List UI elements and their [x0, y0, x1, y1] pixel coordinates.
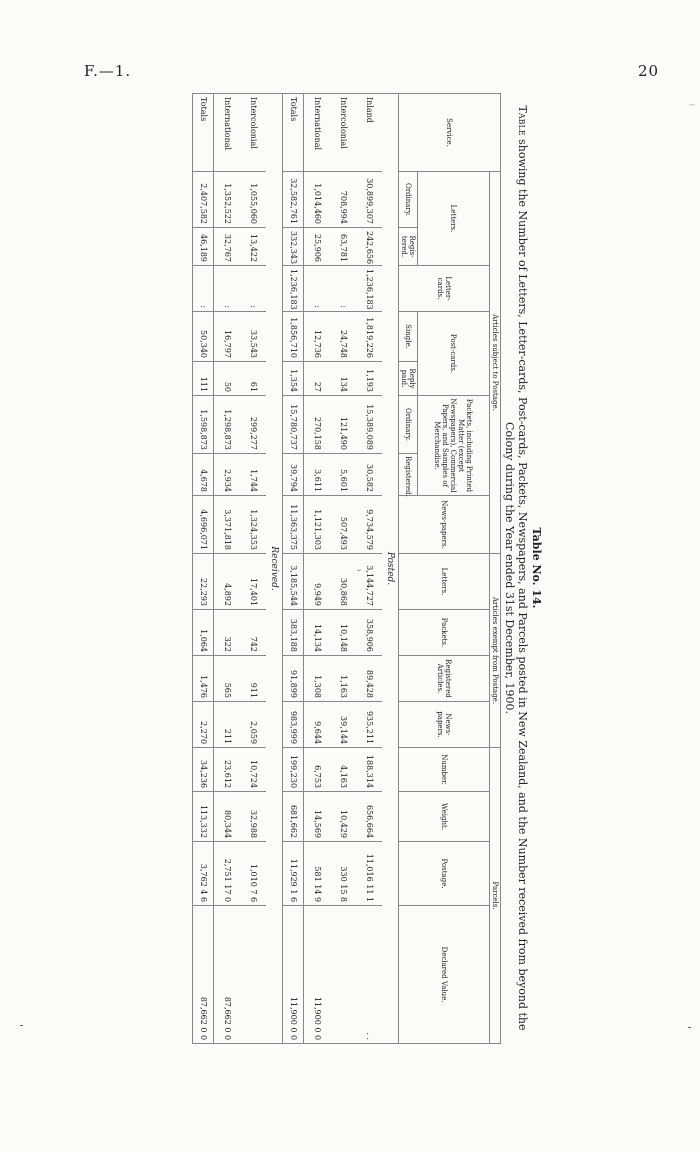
value-cell: 91,899: [283, 656, 304, 702]
edge-tick-left: [20, 1025, 23, 1026]
value-cell: 1,598,873: [193, 396, 214, 454]
value-cell: 507,493: [330, 496, 356, 554]
value-cell: 87,662 0 0: [214, 906, 241, 1044]
value-cell: 89,428: [356, 656, 382, 702]
value-cell: 270,158: [304, 396, 331, 454]
rotated-table-area: [150, 93, 543, 1043]
value-cell: 2,751 17 0: [214, 842, 241, 906]
value-cell: 15,389,089: [356, 396, 382, 454]
value-cell: 1,064: [193, 610, 214, 656]
value-cell: . .: [356, 906, 382, 1044]
value-cell: 14,134: [304, 610, 331, 656]
value-cell: 1,354: [283, 362, 304, 396]
value-cell: 299,277: [240, 396, 266, 454]
value-cell: 1,014,460: [304, 172, 331, 228]
value-cell: [240, 906, 266, 1044]
table-title: Table No. 14.: [530, 527, 543, 609]
value-cell: 3,611: [304, 454, 331, 496]
value-cell: 11,900 0 0: [304, 906, 331, 1044]
value-cell: :: [304, 266, 331, 312]
service-cell: International: [304, 94, 331, 172]
value-cell: 3,185,544: [283, 554, 304, 610]
value-cell: 32,767: [214, 228, 241, 266]
table-body: [193, 94, 399, 1044]
col-postcards-single: Single.: [399, 312, 418, 362]
value-cell: 50,340: [193, 312, 214, 362]
value-cell: 3,144,727: [356, 554, 382, 610]
value-cell: 87,662 0 0: [193, 906, 214, 1044]
table-row: [330, 94, 356, 1044]
value-cell: 13,422: [240, 228, 266, 266]
value-cell: 2,407,582: [193, 172, 214, 228]
value-cell: 23,612: [214, 748, 241, 792]
value-cell: :: [240, 266, 266, 312]
value-cell: 9,949: [304, 554, 331, 610]
value-cell: 32,988: [240, 792, 266, 842]
value-cell: 111: [193, 362, 214, 396]
value-cell: 32,582,761: [283, 172, 304, 228]
value-cell: 681,662: [283, 792, 304, 842]
col-packets: Packets, including Printed Matter (except Newspapers), Commercial Papers, and Samples of Merchandise.: [418, 396, 490, 496]
col-postcards-reply: Reply paid.: [399, 362, 418, 396]
margin-smudge: ~: [687, 100, 696, 111]
value-cell: 61: [240, 362, 266, 396]
value-cell: :: [330, 266, 356, 312]
value-cell: 4,163: [330, 748, 356, 792]
value-cell: 1,352,522: [214, 172, 241, 228]
value-cell: 1,744: [240, 454, 266, 496]
value-cell: 3,762 4 6: [193, 842, 214, 906]
value-cell: 121,490: [330, 396, 356, 454]
value-cell: 199,230: [283, 748, 304, 792]
col-letters: Letters.: [418, 172, 490, 266]
col-exempt-registered: Registered Articles.: [399, 656, 490, 702]
value-cell: 242,656: [356, 228, 382, 266]
value-cell: 10,724: [240, 748, 266, 792]
group-subject-to-postage: Articles subject to Postage.: [490, 172, 501, 554]
value-cell: 188,314: [356, 748, 382, 792]
col-parcels-weight: Weight.: [399, 792, 490, 842]
col-newspapers: News-papers.: [399, 496, 490, 554]
table-sheet: [150, 93, 543, 1043]
value-cell: 565: [214, 656, 241, 702]
col-post-cards: Post-cards.: [418, 312, 490, 396]
value-cell: 30,899,307: [356, 172, 382, 228]
value-cell: 39,794: [283, 454, 304, 496]
value-cell: 11,900 0 0: [283, 906, 304, 1044]
value-cell: 30,868: [330, 554, 356, 610]
value-cell: 134: [330, 362, 356, 396]
value-cell: 15,780,737: [283, 396, 304, 454]
value-cell: 1,236,183: [356, 266, 382, 312]
value-cell: 9,644: [304, 702, 331, 748]
value-cell: 332,343: [283, 228, 304, 266]
value-cell: 5,601: [330, 454, 356, 496]
col-parcels-postage: Postage.: [399, 842, 490, 906]
service-cell: Intercolonial: [330, 94, 356, 172]
value-cell: 12,736: [304, 312, 331, 362]
value-cell: 80,344: [214, 792, 241, 842]
group-parcels: Parcels.: [490, 748, 501, 1044]
col-exempt-letters: Letters.: [399, 554, 490, 610]
value-cell: 1,819,226: [356, 312, 382, 362]
value-cell: 39,144: [330, 702, 356, 748]
value-cell: 22,293: [193, 554, 214, 610]
value-cell: 1,163: [330, 656, 356, 702]
value-cell: :: [214, 266, 241, 312]
value-cell: 983,999: [283, 702, 304, 748]
table-head: [399, 94, 501, 1044]
value-cell: 2,270: [193, 702, 214, 748]
table-caption: [501, 93, 529, 1043]
value-cell: 11,016 11 1: [356, 842, 382, 906]
group-exempt-from-postage: Articles exempt from Postage.: [490, 554, 501, 748]
value-cell: 3,371,818: [214, 496, 241, 554]
page-number: 20: [638, 62, 660, 80]
value-cell: 1,308: [304, 656, 331, 702]
table-row: [304, 94, 331, 1044]
totals-row: [283, 94, 304, 1044]
value-cell: 24,748: [330, 312, 356, 362]
value-cell: 1,193: [356, 362, 382, 396]
value-cell: 2,059: [240, 702, 266, 748]
page-header-left: F.—1.: [84, 62, 132, 80]
value-cell: 581 14 9: [304, 842, 331, 906]
section-label: Posted.: [382, 94, 399, 1044]
service-cell: International: [214, 94, 241, 172]
value-cell: :: [193, 266, 214, 312]
caption-lead: Table: [516, 105, 529, 136]
statistics-table: [192, 93, 501, 1044]
value-cell: 9,734,579: [356, 496, 382, 554]
section-row: [382, 94, 399, 1044]
value-cell: 911: [240, 656, 266, 702]
value-cell: 4,678: [193, 454, 214, 496]
service-cell: Intercolonial: [240, 94, 266, 172]
value-cell: 25,906: [304, 228, 331, 266]
value-cell: 50: [214, 362, 241, 396]
value-cell: 10,148: [330, 610, 356, 656]
value-cell: 16,797: [214, 312, 241, 362]
section-label: Received.: [266, 94, 283, 1044]
value-cell: 4,892: [214, 554, 241, 610]
value-cell: 708,994: [330, 172, 356, 228]
value-cell: 17,401: [240, 554, 266, 610]
value-cell: 1,236,183: [283, 266, 304, 312]
col-parcels-number: Number.: [399, 748, 490, 792]
value-cell: 30,582: [356, 454, 382, 496]
value-cell: 1,121,303: [304, 496, 331, 554]
col-packets-registered: Registered.: [399, 454, 418, 496]
value-cell: 10,429: [330, 792, 356, 842]
value-cell: 6,753: [304, 748, 331, 792]
value-cell: 742: [240, 610, 266, 656]
service-cell: Totals: [193, 94, 214, 172]
service-cell: Totals: [283, 94, 304, 172]
value-cell: 63,781: [330, 228, 356, 266]
value-cell: 211: [214, 702, 241, 748]
value-cell: 1,010 7 6: [240, 842, 266, 906]
service-cell: Inland: [356, 94, 382, 172]
value-cell: 11,363,375: [283, 496, 304, 554]
totals-row: [193, 94, 214, 1044]
value-cell: 46,189: [193, 228, 214, 266]
col-exempt-newspapers: News-papers.: [399, 702, 490, 748]
value-cell: 113,332: [193, 792, 214, 842]
value-cell: 383,188: [283, 610, 304, 656]
value-cell: 14,569: [304, 792, 331, 842]
stray-mark: ˘: [356, 568, 362, 582]
value-cell: 1,856,710: [283, 312, 304, 362]
value-cell: 4,696,071: [193, 496, 214, 554]
value-cell: 935,211: [356, 702, 382, 748]
value-cell: 34,236: [193, 748, 214, 792]
value-cell: 1,055,060: [240, 172, 266, 228]
value-cell: [330, 906, 356, 1044]
value-cell: 1,324,353: [240, 496, 266, 554]
col-letter-cards: Letter-cards.: [399, 266, 490, 312]
value-cell: 656,664: [356, 792, 382, 842]
col-exempt-packets: Packets.: [399, 610, 490, 656]
col-packets-ordinary: Ordinary.: [399, 396, 418, 454]
value-cell: 322: [214, 610, 241, 656]
caption-text: showing the Number of Letters, Letter-cards, Post-cards, Packets, Newspapers, and Parcels posted in New Zealand, and the Number received from beyond the Colony during the Year ended 31st December, 1900.: [503, 135, 529, 1031]
col-parcels-declared: Declared Value.: [399, 906, 490, 1044]
col-letters-registered: Regis-tered.: [399, 228, 418, 266]
value-cell: 2,934: [214, 454, 241, 496]
value-cell: 1,298,873: [214, 396, 241, 454]
col-letters-ordinary: Ordinary.: [399, 172, 418, 228]
edge-tick: [688, 1027, 691, 1028]
value-cell: 358,906: [356, 610, 382, 656]
value-cell: 11,929 1 6: [283, 842, 304, 906]
value-cell: 27: [304, 362, 331, 396]
col-service: Service.: [399, 94, 501, 172]
table-row: [240, 94, 266, 1044]
value-cell: 33,543: [240, 312, 266, 362]
value-cell: 1,476: [193, 656, 214, 702]
section-row: [266, 94, 283, 1044]
value-cell: 330 15 8: [330, 842, 356, 906]
table-row: [214, 94, 241, 1044]
